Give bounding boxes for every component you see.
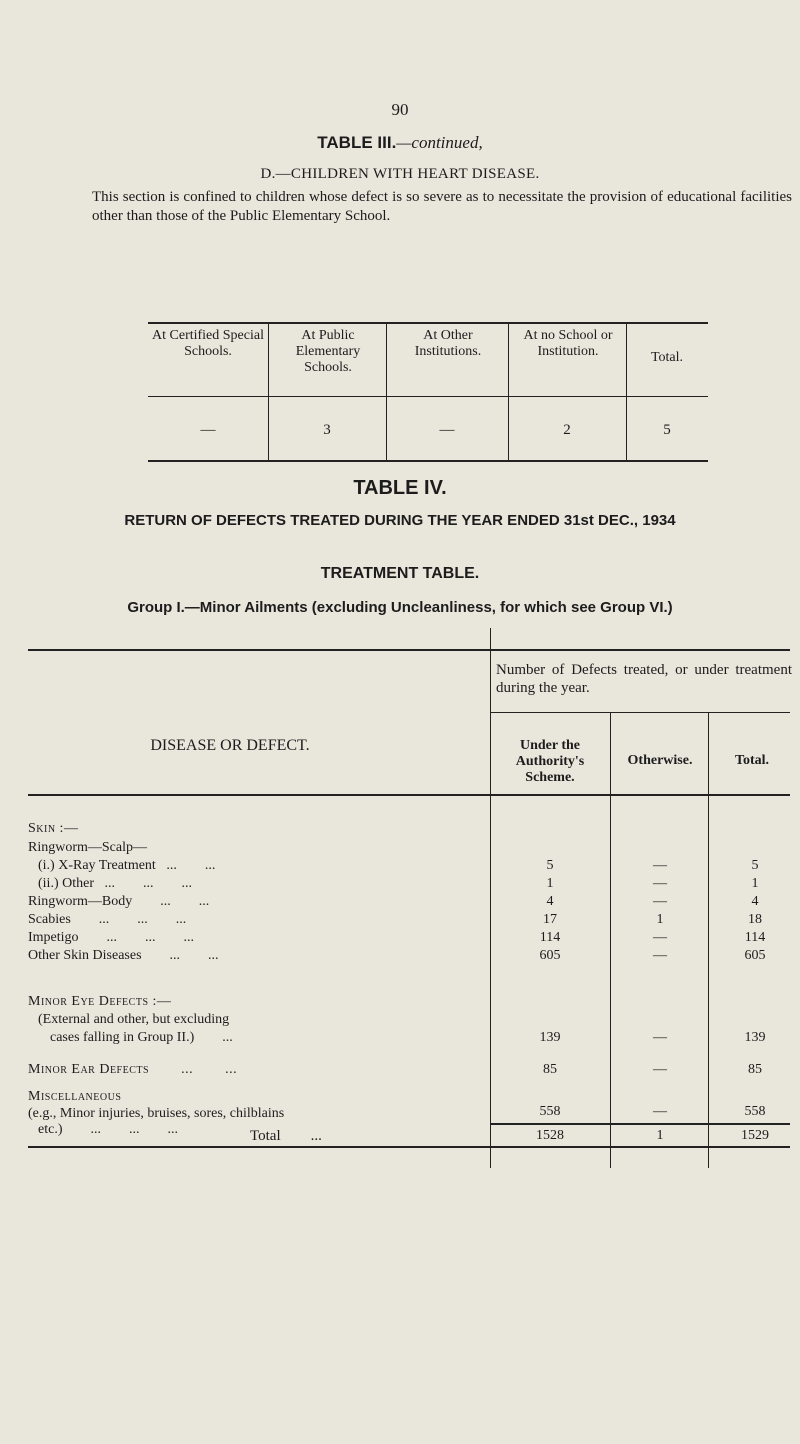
row-label: Other Skin Diseases ... ... [28,948,219,963]
table-rule [490,712,790,713]
table-rule [490,1123,790,1125]
column-divider [508,322,509,462]
column-header: At Public Elementary Schools. [295,328,361,375]
table4-title: TABLE IV. [353,477,447,499]
minor-ear-label: Minor Ear Defects ... ... [28,1062,238,1077]
otherwise-value: — [653,1104,667,1119]
otherwise-value: — [653,930,667,945]
table-rule [28,794,790,796]
authority-value: 1 [546,876,554,891]
table-rule [148,322,708,324]
column-header: At no School or Institution. [523,328,613,359]
total-label: Total ... [250,1128,322,1144]
authority-value: 5 [546,858,554,873]
ringworm-scalp-label: Ringworm—Scalp— [28,840,147,855]
row-label: Ringworm—Body ... ... [28,894,210,909]
otherwise-total: 1 [656,1128,664,1143]
table-rule [28,649,790,651]
otherwise-value: 1 [656,912,664,927]
authority-value: 85 [543,1062,557,1077]
table-cell: — [200,422,216,438]
total-value: 5 [751,858,759,873]
column-header: Total. [650,350,684,365]
total-value: 85 [748,1062,762,1077]
row-label: Impetigo ... ... ... [28,930,195,945]
group-title: Group I.—Minor Ailments (excluding Uncleanliness, for which see Group VI.) [127,599,673,616]
section-title: D.—CHILDREN WITH HEART DISEASE. [260,166,540,182]
row-label: Scabies ... ... ... [28,912,187,927]
authority-value: 4 [546,894,554,909]
authority-value: 17 [543,912,557,927]
table-rule [148,396,708,397]
table3-heading [0,133,800,153]
column-divider [610,712,611,1168]
table3-heading-label: TABLE III. [317,133,397,152]
total-value: 4 [751,894,759,909]
otherwise-value: — [653,948,667,963]
otherwise-header: Otherwise. [627,753,693,768]
authority-value: 139 [539,1030,561,1045]
treatment-table-title: TREATMENT TABLE. [320,565,480,582]
total-header: Total. [734,753,770,768]
table4-subtitle: RETURN OF DEFECTS TREATED DURING THE YEAR ENDED 31st DEC., 1934 [124,512,676,529]
skin-label: Skin :— [28,821,79,836]
disease-header: DISEASE OR DEFECT. [150,737,310,754]
table-rule [148,460,708,462]
authority-value: 605 [539,948,561,963]
heart-disease-table [148,322,708,462]
total-value: 605 [744,948,766,963]
row-label: (i.) X-Ray Treatment ... ... [38,858,216,873]
otherwise-value: — [653,1062,667,1077]
misc-note: (e.g., Minor injuries, bruises, sores, chilblains [28,1106,285,1121]
table3-heading-continued: —continued, [396,133,483,152]
misc-note: etc.) ... ... ... [38,1122,178,1137]
minor-eye-note: (External and other, but excluding [38,1012,230,1027]
page-number: 90 [391,100,409,119]
row-label: (ii.) Other ... ... ... [38,876,192,891]
column-divider [708,712,709,1168]
column-header: At Other Institutions. [414,328,482,359]
authority-value: 114 [539,930,561,945]
treatment-table [0,628,800,1148]
minor-eye-note: cases falling in Group II.) ... [50,1030,233,1045]
column-header: At Certified Special Schools. [152,328,264,359]
total-value: 558 [744,1104,766,1119]
otherwise-value: — [653,894,667,909]
total-value: 139 [744,1030,766,1045]
authority-value: 558 [539,1104,561,1119]
number-treated-header: Number of Defects treated, or under treatment during the year. [496,662,792,696]
column-divider [268,322,269,462]
otherwise-value: — [653,876,667,891]
grand-total: 1529 [741,1128,769,1143]
misc-label: Miscellaneous [28,1089,122,1104]
column-divider [386,322,387,462]
otherwise-value: — [653,858,667,873]
total-value: 1 [751,876,759,891]
table-cell: — [439,422,455,438]
authority-header: Under the Authority's Scheme. [515,738,585,785]
authority-total: 1528 [536,1128,564,1143]
total-value: 114 [744,930,766,945]
otherwise-value: — [653,1030,667,1045]
table-cell: 3 [323,422,331,438]
intro-paragraph: This section is confined to children whose defect is so severe as to necessitate the provision of educational facilities other than those of the Public Elementary School. [92,189,792,224]
total-value: 18 [748,912,762,927]
column-divider [626,322,627,462]
table-rule [28,1146,790,1148]
minor-eye-label: Minor Eye Defects :— [28,994,172,1009]
table-cell: 5 [663,422,671,438]
table-cell: 2 [563,422,571,438]
column-divider [490,628,491,1168]
